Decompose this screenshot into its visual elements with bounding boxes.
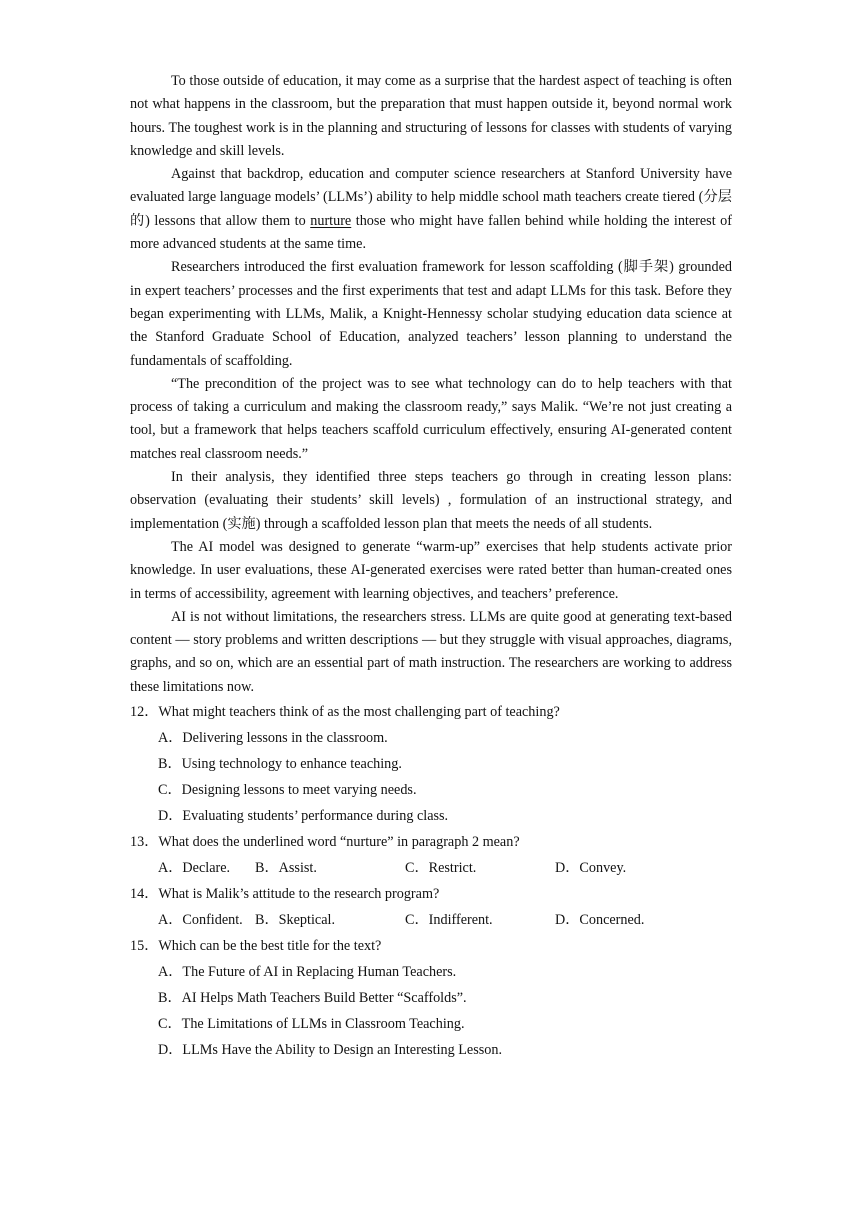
option-c[interactable]: C．Indifferent. [405,912,493,929]
option-c[interactable]: C．The Limitations of LLMs in Classroom Teaching. [158,1016,465,1033]
options-row [130,855,732,881]
paragraph-2-text-end: those who might have fallen behind while holding the interest of more advanced students at the same time. [130,212,732,253]
question-14 [130,881,732,933]
options-row [130,907,732,933]
option-a[interactable]: A．Delivering lessons in the classroom. [158,730,388,747]
option-d[interactable]: D．Concerned. [555,912,645,929]
option-a[interactable]: A．Declare. [158,860,231,877]
option-a[interactable]: A．Confident. [158,912,243,929]
question-15 [130,933,732,1063]
passage-paragraph-2 [130,163,732,256]
option-c[interactable]: C．Restrict. [405,860,477,877]
option-b[interactable]: B．Skeptical. [255,912,335,929]
passage-paragraph-6: The AI model was designed to generate “warm-up” exercises that help students activate prior knowledge. In user evaluations, these AI-generated exercises were rated better than human-created ones in terms of accessibility, agreement with learning objectives, and teachers’ preference. [130,538,732,602]
option-b[interactable]: B．Assist. [255,860,317,877]
option-d[interactable]: D．LLMs Have the Ability to Design an Interesting Lesson. [158,1042,502,1059]
paragraph-2-text-start: Against that backdrop, education and computer science researchers at Stanford University have evaluated large language models’ (LLMs’) ability to help middle school math teachers create tiered (分层的) lessons that allow them to [130,166,732,229]
option-b[interactable]: B．AI Helps Math Teachers Build Better “Scaffolds”. [158,990,467,1007]
passage-paragraph-4: “The precondition of the project was to see what technology can do to help teachers with that process of taking a curriculum and making the classroom ready,” says Malik. “We’re not just creating a tool, but a framework that helps teachers scaffold curriculum effectively, ensuring AI-generated content matches real classroom needs.” [130,375,732,462]
passage-paragraph-1: To those outside of education, it may come as a surprise that the hardest aspect of teaching is often not what happens in the classroom, but the preparation that must happen outside it, beyond normal work hours. The toughest work is in the planning and structuring of lessons for classes with students of varying knowledge and skill levels. [130,73,732,159]
option-d[interactable]: D．Evaluating students’ performance during class. [158,808,449,825]
question-12 [130,699,732,829]
passage-paragraph-3: Researchers introduced the first evaluation framework for lesson scaffolding (脚手架) grounded in expert teachers’ processes and the first experiments that test and adapt LLMs for this task. Before they began experimenting with LLMs, Malik, a Knight-Hennessy scholar studying education data science at the Stanford Graduate School of Education, analyzed teachers’ lesson planning to understand the fundamentals of scaffolding. [130,259,732,369]
option-b[interactable]: B．Using technology to enhance teaching. [158,756,402,773]
passage-paragraph-7: AI is not without limitations, the researchers stress. LLMs are quite good at generating text-based content — story problems and written descriptions — but they struggle with visual approaches, diagrams, graphs, and so on, which are an essential part of math instruction. The researchers are working to address these limitations now. [130,608,732,695]
option-c[interactable]: C．Designing lessons to meet varying needs. [158,782,417,799]
underlined-word-nurture: nurture [310,212,352,229]
question-stem: 14．What is Malik’s attitude to the research program? [130,886,440,903]
question-list [130,699,732,1063]
question-stem: 12．What might teachers think of as the most challenging part of teaching? [130,704,560,721]
option-d[interactable]: D．Convey. [555,860,627,877]
question-stem: 15．Which can be the best title for the text? [130,938,382,955]
question-stem: 13．What does the underlined word “nurture” in paragraph 2 mean? [130,834,520,851]
exam-page [130,70,732,1063]
reading-passage [130,70,732,699]
option-a[interactable]: A．The Future of AI in Replacing Human Teachers. [158,964,457,981]
passage-paragraph-5: In their analysis, they identified three steps teachers go through in creating lesson plans: observation (evaluating their students’ skill levels) , formulation of an instructional strategy, and implementation (实施) through a scaffolded lesson plan that meets the needs of all students. [130,469,732,532]
question-13 [130,829,732,881]
